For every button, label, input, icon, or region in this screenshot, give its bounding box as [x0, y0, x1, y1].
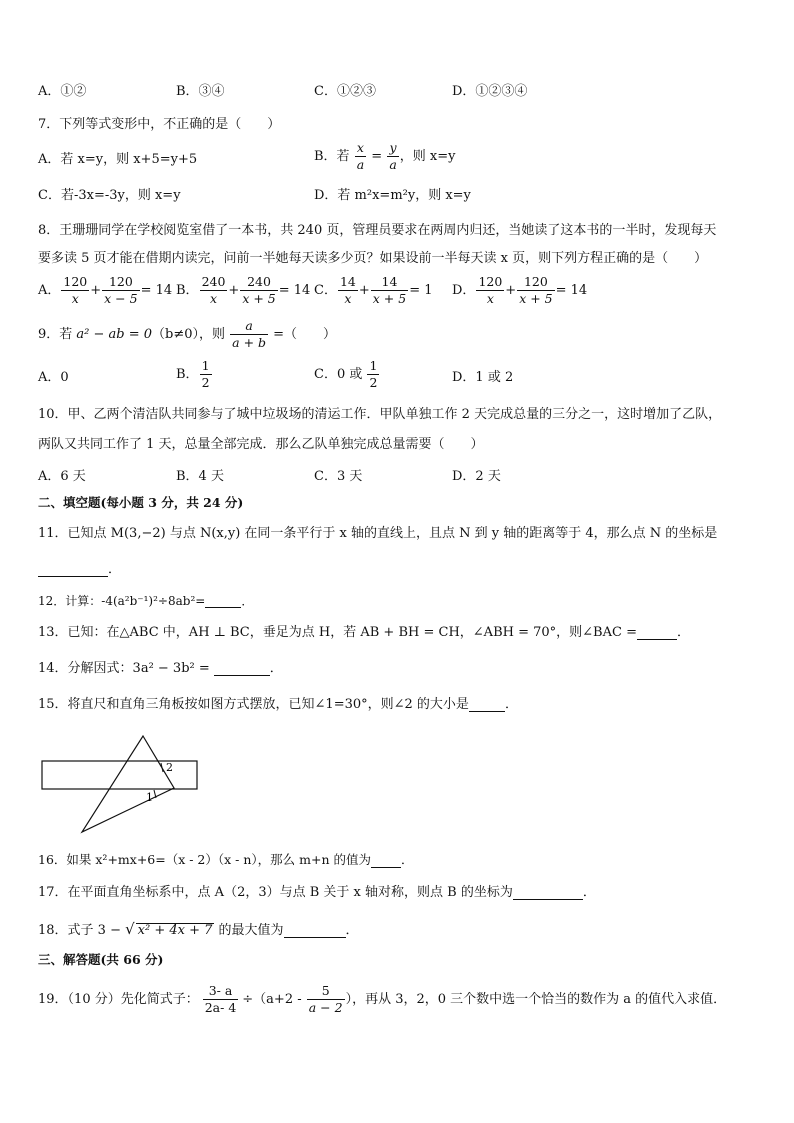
q9-option-b: [176, 360, 213, 389]
q7-b-suffix: ，则 x=y: [399, 149, 456, 164]
q15-stem: [38, 698, 518, 712]
q19-frac1-den: 2a- 4: [204, 999, 237, 1015]
q18-stem: [38, 922, 359, 938]
q7-b-frac-right: [387, 142, 398, 171]
q16-blank: [371, 854, 401, 868]
q11-blank: [38, 563, 108, 577]
q12-blank: [205, 595, 241, 608]
q8-a-eq: = 14: [140, 283, 173, 298]
angle-2-label: 2: [166, 761, 173, 774]
q8-a-den2: x − 5: [104, 290, 138, 306]
q7-b-num-x: x: [355, 142, 366, 157]
q18-blank: [284, 924, 346, 938]
q12-text: 12．计算：-4(a²b⁻¹)²÷8ab²=: [38, 594, 206, 608]
triangle-shape: [82, 736, 174, 832]
q8-line1: 8．王珊珊同学在学校阅览室借了一本书，共 240 页，管理员要求在两周内归还，当她读了这本书的一半时，发现每天: [38, 223, 717, 238]
q8-a-num1: 120: [63, 274, 88, 289]
q10-option-c: C．3 天: [314, 469, 363, 484]
q6-option-c: C．①②③: [314, 84, 376, 99]
q7-option-a: A．若 x=y，则 x+5=y+5: [38, 152, 198, 167]
q9-option-a: A．0: [38, 370, 69, 385]
q18-radicand: x² + 4x + 7: [137, 923, 213, 938]
q11-answer: [38, 563, 121, 577]
q9-option-c: [314, 360, 380, 389]
q8-b-num2: 240: [240, 276, 277, 291]
q19-frac2-den: a − 2: [308, 999, 343, 1015]
q9-pre: 9．若: [38, 327, 77, 342]
q19-frac2-num: 5: [307, 985, 345, 1000]
q8-c-num2: 14: [371, 276, 408, 291]
q10-line1: 10．甲、乙两个清洁队共同参与了城中垃圾场的清运工作．甲队单独工作 2 天完成总量的三分之一，这时增加了乙队，: [38, 407, 722, 422]
q10-option-a: A．6 天: [38, 469, 86, 484]
q8-d-eq: = 14: [555, 283, 588, 298]
q11-end: ．: [108, 562, 122, 577]
q15-text: 15．将直尺和直角三角板按如图方式摆放，已知∠1=30°，则∠2 的大小是: [38, 697, 469, 712]
q8-b-den2: x + 5: [242, 290, 276, 306]
q17-end: ．: [582, 885, 596, 900]
q7-option-b: [314, 142, 455, 171]
q10-option-b: B．4 天: [176, 469, 224, 484]
q15-blank: [469, 698, 505, 712]
q9-post: =（ ）: [269, 327, 337, 342]
q14-text: 14．分解因式：3a² − 3b² =: [38, 661, 210, 676]
q14-stem: [38, 662, 283, 676]
q8-b-label: B．: [176, 283, 199, 298]
q17-text: 17．在平面直角坐标系中，点 A（2，3）与点 B 关于 x 轴对称，则点 B 的坐标为: [38, 885, 513, 900]
q9-frac-den: a + b: [232, 334, 267, 350]
q7-option-d: D．若 m²x=m²y，则 x=y: [314, 188, 471, 203]
q13-text: 13．已知：在△ABC 中，AH ⊥ BC，垂足为点 H，若 AB + BH = CH，∠ABH = 70°，则∠BAC =: [38, 625, 637, 640]
q9-b-label: B．: [176, 367, 199, 382]
q9-c-den: 2: [369, 374, 378, 390]
q8-d-den1: x: [486, 290, 494, 306]
q8-c-eq: = 1: [409, 283, 433, 298]
q7-option-c: C．若-3x=-3y，则 x=y: [38, 188, 181, 203]
q8-b-num1: 240: [201, 274, 226, 289]
q8-b-plus: +: [228, 283, 240, 298]
q8-c-label: C．: [314, 283, 337, 298]
q7-b-frac-left: [355, 142, 366, 171]
q8-b-den1: x: [209, 290, 218, 306]
q8-option-a: [38, 276, 172, 305]
q19-pre: 19．（10 分）先化简式子：: [38, 992, 199, 1007]
q8-b-eq: = 14: [278, 283, 311, 298]
q9-option-d: D．1 或 2: [452, 370, 514, 385]
q18-post: 的最大值为: [214, 923, 284, 938]
q18-end: ．: [345, 923, 359, 938]
q8-c-den2: x + 5: [372, 290, 407, 306]
q9-stem: [38, 320, 336, 349]
q10-line2: 两队又共同工作了 1 天，总量全部完成．那么乙队单独完成总量需要（ ）: [38, 437, 484, 452]
q13-blank: [637, 626, 677, 640]
q8-a-label: A．: [38, 283, 61, 298]
q8-d-num1: 120: [478, 274, 503, 289]
q8-c-num1: 14: [339, 274, 356, 289]
q18-pre: 18．式子 3 −: [38, 923, 126, 938]
ruler-triangle-figure: [38, 732, 202, 836]
q7-b-den-a2: a: [389, 156, 397, 172]
q19-mid: ÷（a+2 -: [242, 992, 306, 1007]
q8-d-label: D．: [452, 283, 476, 298]
q12-end: ．: [241, 594, 254, 608]
q19-stem: [38, 985, 726, 1014]
q10-option-d: D．2 天: [452, 469, 501, 484]
q7-b-equals: =: [367, 149, 387, 164]
q8-a-plus: +: [90, 283, 102, 298]
q8-c-plus: +: [358, 283, 370, 298]
radical-sign: √: [125, 920, 135, 938]
q7-stem: 7．下列等式变形中，不正确的是（ ）: [38, 117, 281, 132]
q15-end: ．: [504, 697, 518, 712]
q7-b-den-a: a: [356, 156, 365, 172]
q7-b-num-y: y: [387, 142, 398, 157]
q7-b-prefix: B．若: [314, 149, 354, 164]
q9-c-label: C．0 或: [314, 367, 367, 382]
q8-option-b: [176, 276, 310, 305]
q8-d-num2: 120: [517, 276, 554, 291]
q8-line2: 要多读 5 页才能在借期内读完，问前一半她每天读多少页？如果设前一半每天读 x 页，则下列方程正确的是（ ）: [38, 251, 708, 266]
q8-option-d: [452, 276, 587, 305]
q17-blank: [513, 886, 583, 900]
q9-c-num: 1: [369, 358, 378, 373]
q8-c-den1: x: [344, 290, 352, 306]
q16-end: ．: [400, 852, 414, 867]
q9-cond: （b≠0），则: [152, 327, 230, 342]
q19-frac1-num: 3- a: [203, 985, 239, 1000]
q13-stem: [38, 626, 690, 640]
q16-text: 16．如果 x²+mx+6=（x - 2）（x - n），那么 m+n 的值为: [38, 852, 371, 867]
q6-option-b: B．③④: [176, 84, 225, 99]
q8-option-c: [314, 276, 433, 305]
q6-option-a: A．①②: [38, 84, 87, 99]
section2-heading: 二、填空题(每小题 3 分，共 24 分): [38, 495, 244, 510]
q8-a-den1: x: [71, 290, 79, 306]
q17-stem: [38, 886, 596, 900]
section3-heading: 三、解答题(共 66 分): [38, 952, 164, 967]
q8-d-plus: +: [505, 283, 517, 298]
q8-d-den2: x + 5: [519, 290, 553, 306]
q19-post: ），再从 3，2，0 三个数中选一个恰当的数作为 a 的值代入求值．: [345, 992, 727, 1007]
q9-expr: a² − ab = 0: [76, 327, 153, 342]
q14-end: ．: [269, 661, 283, 676]
q9-frac-num: a: [230, 320, 268, 335]
q9-b-den: 2: [201, 374, 210, 390]
ruler-shape: [42, 761, 197, 789]
q14-blank: [214, 662, 270, 676]
q9-b-num: 1: [201, 358, 210, 373]
q12-stem: [38, 595, 253, 608]
q13-end: ．: [676, 625, 690, 640]
q16-stem: [38, 854, 414, 868]
q6-option-d: D．①②③④: [452, 84, 528, 99]
q11-stem: 11．已知点 M(3,−2) 与点 N(x,y) 在同一条平行于 x 轴的直线上，且点 N 到 y 轴的距离等于 4，那么点 N 的坐标是: [38, 526, 718, 541]
angle-1-label: 1: [146, 791, 153, 804]
q8-a-num2: 120: [102, 276, 139, 291]
